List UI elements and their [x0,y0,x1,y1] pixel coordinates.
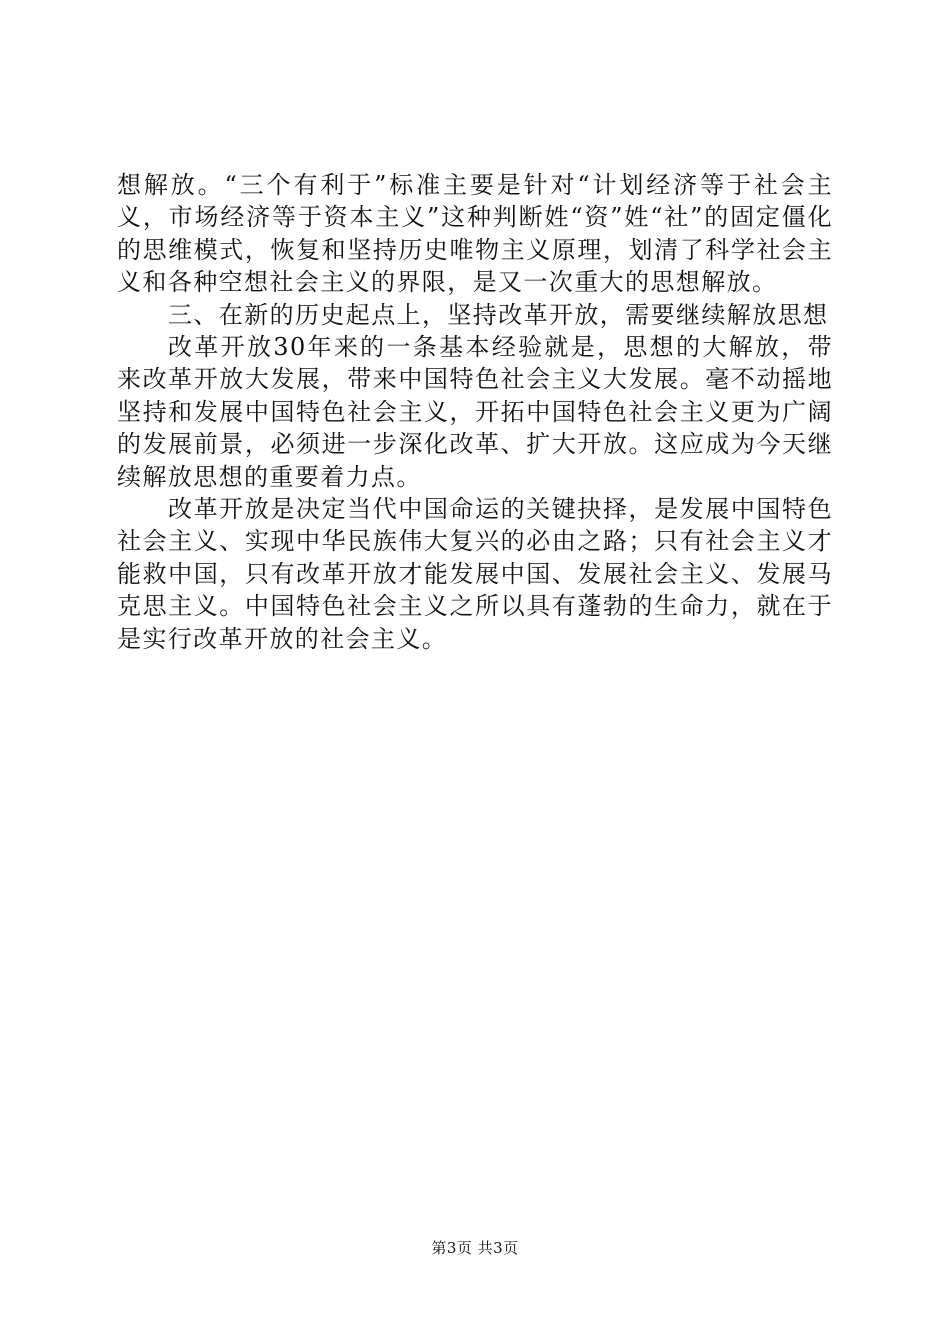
section-heading-3: 三、在新的历史起点上，坚持改革开放，需要继续解放思想 [168,300,829,329]
paragraph-3: 改革开放是决定当代中国命运的关键抉择，是发展中国特色社会主义、实现中华民族伟大复兴的必由之路；只有社会主义才能救中国，只有改革开放才能发展中国、发展社会主义、发展马克思主义。中国特色社会主义之所以具有蓬勃的生命力，就在于是实行改革开放的社会主义。 [117,495,833,653]
document-body [117,169,833,655]
page-footer [0,1238,950,1258]
paragraph-2: 改革开放30年来的一条基本经验就是，思想的大解放，带来改革开放大发展，带来中国特色社会主义大发展。毫不动摇地坚持和发展中国特色社会主义，开拓中国特色社会主义更为广阔的发展前景，必须进一步深化改革、扩大开放。这应成为今天继续解放思想的重要着力点。 [117,333,833,491]
page-number-label: 第3页 共3页 [431,1239,519,1257]
paragraph-1: 想解放。“三个有利于”标准主要是针对“计划经济等于社会主义，市场经济等于资本主义”这种判断姓“资”姓“社”的固定僵化的思维模式，恢复和坚持历史唯物主义原理，划清了科学社会主义和各种空想社会主义的界限，是又一次重大的思想解放。 [117,171,833,297]
